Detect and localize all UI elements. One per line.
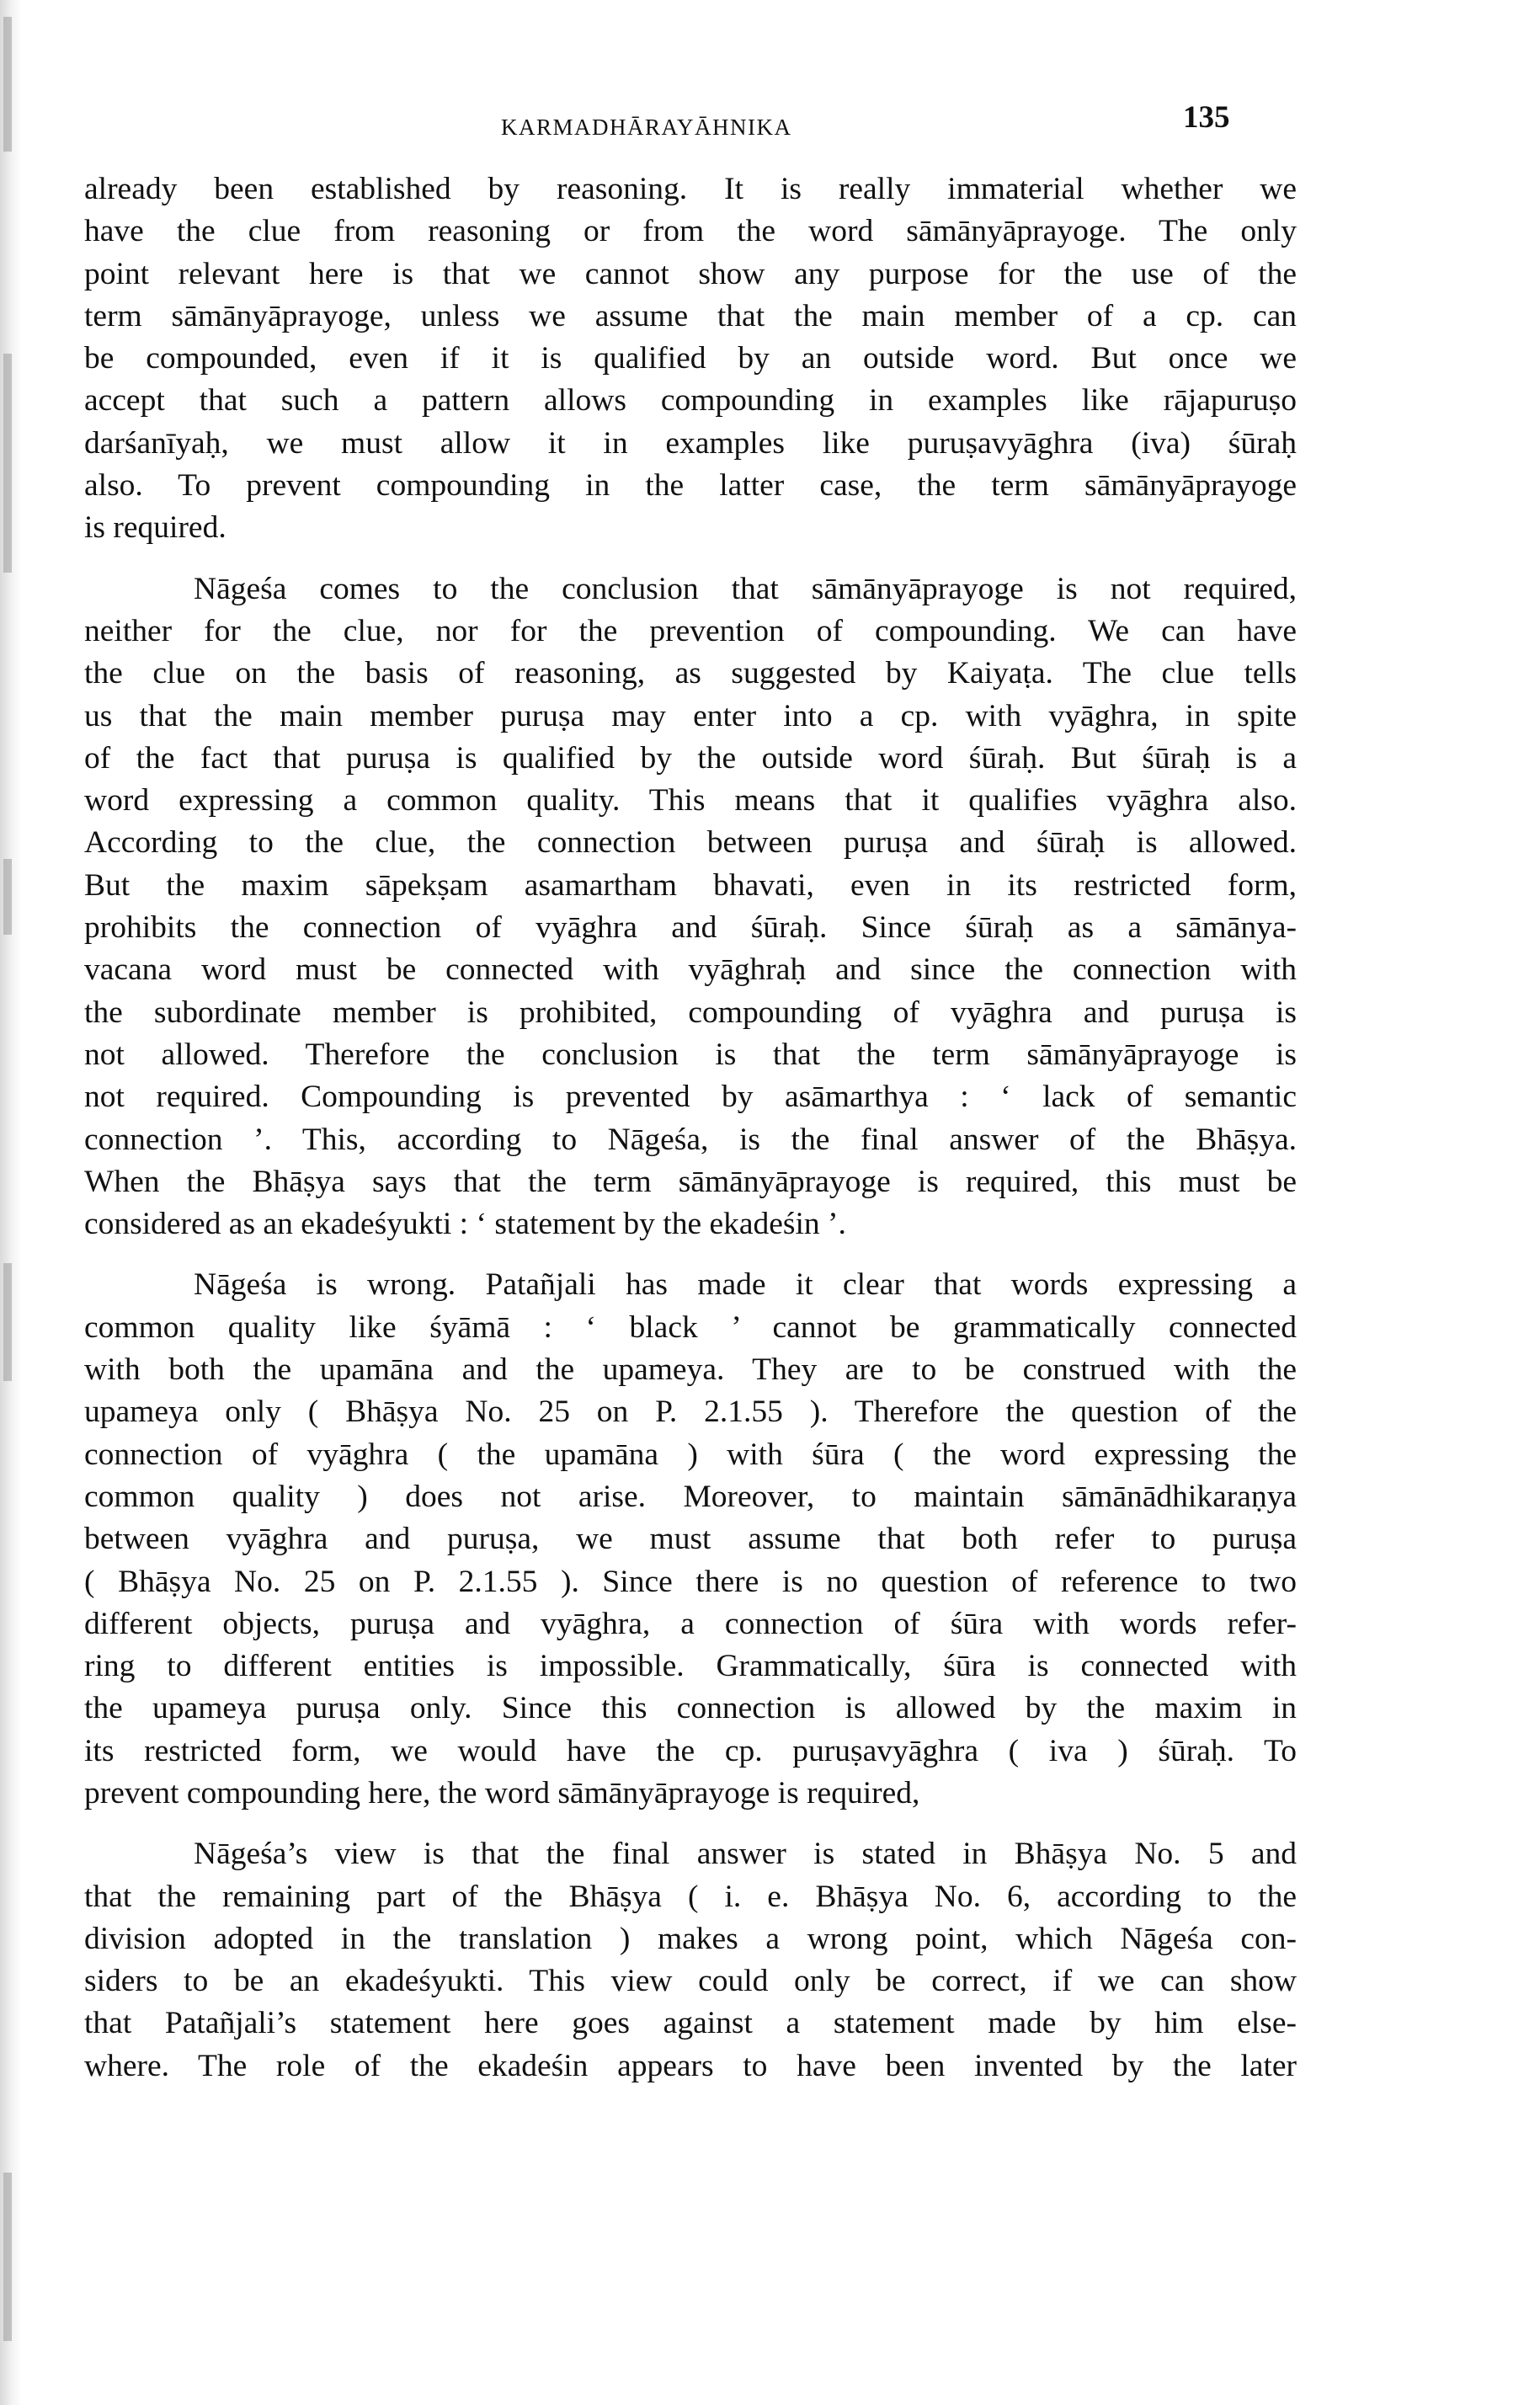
text-line: not allowed. Therefore the conclusion is that the term sāmānyāprayoge is — [84, 1037, 1297, 1072]
scan-noise — [3, 1263, 12, 1381]
text-line: the clue on the basis of reasoning, as suggested by Kaiyaṭa. The clue tells — [84, 656, 1297, 691]
text-line: between vyāghra and puruṣa, we must assume that both refer to puruṣa — [84, 1522, 1297, 1557]
text-line: common quality ) does not arise. Moreover, to maintain sāmānādhikaraṇya — [84, 1479, 1297, 1514]
scan-shadow-edge — [0, 0, 22, 2405]
text-line: that Patañjali’s statement here goes against a statement made by him else- — [84, 2006, 1297, 2041]
text-line: common quality like śyāmā : ‘ black ’ cannot be grammatically connected — [84, 1309, 1297, 1345]
text-line: Nāgeśa is wrong. Patañjali has made it clear that words expressing a — [194, 1267, 1297, 1303]
text-line: vacana word must be connected with vyāghraḥ and since the connection with — [84, 952, 1297, 988]
text-line: prevent compounding here, the word sāmānyāprayoge is required, — [84, 1775, 920, 1810]
text-line: word expressing a common quality. This means that it qualifies vyāghra also. — [84, 783, 1297, 819]
text-line: point relevant here is that we cannot show any purpose for the use of the — [84, 256, 1297, 291]
scan-noise — [3, 354, 12, 573]
text-line: us that the main member puruṣa may enter into a cp. with vyāghra, in spite — [84, 698, 1297, 733]
paragraph — [84, 168, 1297, 550]
text-line: its restricted form, we would have the cp. puruṣavyāghra ( iva ) śūraḥ. To — [84, 1733, 1297, 1768]
text-line: of the fact that puruṣa is qualified by the outside word śūraḥ. But śūraḥ is a — [84, 740, 1297, 776]
page-header — [84, 99, 1238, 150]
scan-noise — [3, 17, 12, 152]
running-head: KARMADHĀRAYĀHNIKA — [501, 115, 792, 140]
text-line: with both the upamāna and the upameya. They are to be construed with the — [84, 1352, 1297, 1388]
text-line: be compounded, even if it is qualified by an outside word. But once we — [84, 341, 1297, 376]
body-text — [84, 168, 1297, 2106]
text-line: When the Bhāṣya says that the term sāmānyāprayoge is required, this must be — [84, 1164, 1297, 1199]
page-number: 135 — [1183, 100, 1230, 135]
paragraph — [84, 1264, 1297, 1815]
scan-noise — [3, 2173, 12, 2341]
text-line: where. The role of the ekadeśin appears to have been invented by the later — [84, 2048, 1297, 2083]
text-line: connection ’. This, according to Nāgeśa, is the final answer of the Bhāṣya. — [84, 1122, 1297, 1157]
text-line: accept that such a pattern allows compounding in examples like rājapuruṣo — [84, 383, 1297, 419]
text-line: not required. Compounding is prevented by asāmarthya : ‘ lack of semantic — [84, 1080, 1297, 1115]
text-line: But the maxim sāpekṣam asamartham bhavati, even in its restricted form, — [84, 867, 1297, 903]
text-line: is required. — [84, 510, 226, 546]
text-line: division adopted in the translation ) makes a wrong point, which Nāgeśa con- — [84, 1921, 1297, 1956]
text-line: siders to be an ekadeśyukti. This view could only be correct, if we can show — [84, 1964, 1297, 1999]
text-line: considered as an ekadeśyukti : ‘ statement by the ekadeśin ’. — [84, 1207, 846, 1242]
text-line: According to the clue, the connection between puruṣa and śūraḥ is allowed. — [84, 825, 1297, 861]
text-line: that the remaining part of the Bhāṣya ( i. e. Bhāṣya No. 6, according to the — [84, 1879, 1297, 1914]
text-line: connection of vyāghra ( the upamāna ) with śūra ( the word expressing the — [84, 1437, 1297, 1472]
text-line: already been established by reasoning. It is really immaterial whether we — [84, 172, 1297, 206]
text-line: neither for the clue, nor for the prevention of compounding. We can have — [84, 613, 1297, 648]
paragraph — [84, 1833, 1297, 2088]
text-line: upameya only ( Bhāṣya No. 25 on P. 2.1.55 ). Therefore the question of the — [84, 1394, 1297, 1430]
text-line: darśanīyaḥ, we must allow it in examples like puruṣavyāghra (iva) śūraḥ — [84, 425, 1297, 461]
text-line: the subordinate member is prohibited, compounding of vyāghra and puruṣa is — [84, 995, 1297, 1030]
text-line: also. To prevent compounding in the latter case, the term sāmānyāprayoge — [84, 468, 1297, 504]
scan-noise — [3, 859, 12, 935]
text-line: prohibits the connection of vyāghra and śūraḥ. Since śūraḥ as a sāmānya- — [84, 910, 1297, 946]
text-line: different objects, puruṣa and vyāghra, a connection of śūra with words refer- — [84, 1606, 1297, 1641]
text-line: have the clue from reasoning or from the word sāmānyāprayoge. The only — [84, 214, 1297, 249]
paragraph — [84, 568, 1297, 1246]
text-line: the upameya puruṣa only. Since this connection is allowed by the maxim in — [84, 1691, 1297, 1726]
text-line: Nāgeśa comes to the conclusion that sāmānyāprayoge is not required, — [194, 571, 1297, 606]
text-line: term sāmānyāprayoge, unless we assume that the main member of a cp. can — [84, 298, 1297, 333]
text-line: Nāgeśa’s view is that the final answer is stated in Bhāṣya No. 5 and — [194, 1837, 1297, 1872]
text-line: ( Bhāṣya No. 25 on P. 2.1.55 ). Since there is no question of reference to two — [84, 1564, 1297, 1599]
text-line: ring to different entities is impossible. Grammatically, śūra is connected with — [84, 1649, 1297, 1684]
